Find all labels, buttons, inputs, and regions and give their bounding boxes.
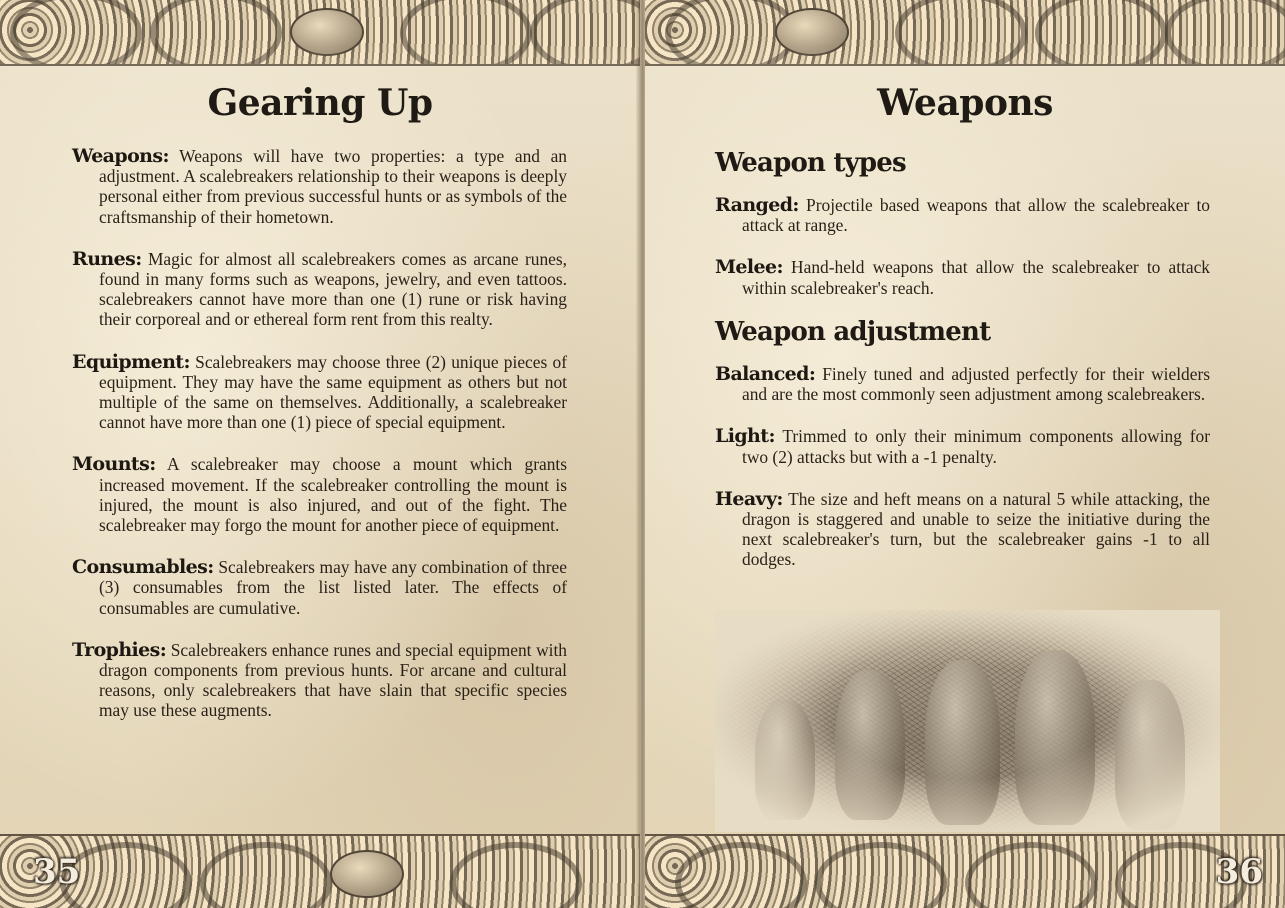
entry-light <box>715 426 1210 466</box>
swirl-ornament-icon <box>965 842 1097 908</box>
shield-ornament-icon <box>330 850 404 898</box>
section-heading-weapon-adjustment: Weapon adjustment <box>715 317 991 347</box>
page-title: Gearing Up <box>207 82 433 124</box>
weapon-adjustments-list <box>715 364 1210 592</box>
entry-text: Trimmed to only their minimum components allowing for two (2) attacks but with a -1 penalty. <box>742 426 1210 467</box>
entry-text: The size and heft means on a natural 5 while attacking, the dragon is staggered and unable to seize the initiative during the next scalebreaker's turn, but the scalebreaker gains -1 to all dodges. <box>742 488 1210 570</box>
swirl-ornament-icon <box>200 842 332 908</box>
swirl-ornament-icon <box>450 842 582 908</box>
page-number: 36 <box>1215 852 1263 892</box>
entry-term: Equipment: <box>72 350 190 373</box>
section-heading-weapon-types: Weapon types <box>715 148 906 178</box>
entry-term: Balanced: <box>715 363 816 385</box>
swirl-ornament-icon <box>815 842 947 908</box>
swirl-ornament-icon <box>1165 0 1285 66</box>
entry-text: Projectile based weapons that allow the scalebreaker to attack at range. <box>742 195 1210 236</box>
entry-term: Trophies: <box>72 638 167 661</box>
entry-term: Heavy: <box>715 487 783 510</box>
page-title: Weapons <box>877 82 1053 124</box>
entry-text: Scalebreakers may have any combination of three (3) consumables from the list listed later. The effects of consumables are cumulative. <box>99 557 567 618</box>
swirl-ornament-icon <box>675 842 807 908</box>
entry-term: Mounts: <box>72 453 156 476</box>
swirl-ornament-icon <box>400 0 532 66</box>
entry-heavy <box>715 489 1210 570</box>
entry-consumables <box>72 557 567 618</box>
entry-term: Runes: <box>72 247 142 270</box>
entry-trophies <box>72 640 567 721</box>
entry-text: Scalebreakers enhance runes and special equipment with dragon components from previous hunts. For arcane and cultural reasons, only scalebreakers that have slain that specific species may use these augments. <box>99 639 567 721</box>
entry-balanced <box>715 364 1210 404</box>
bottom-ornamental-border <box>645 834 1285 908</box>
gear-entries-list <box>72 146 567 743</box>
engraving-vignette <box>715 610 1220 832</box>
page-number: 35 <box>33 852 81 892</box>
entry-text: Magic for almost all scalebreakers comes as arcane runes, found in many forms such as weapons, jewelry, and even tattoos. scalebreakers cannot have more than one (1) rune or risk having their corporeal and or ethereal form rent from this realty. <box>99 248 567 330</box>
entry-equipment <box>72 352 567 433</box>
shield-ornament-icon <box>775 8 849 56</box>
swirl-ornament-icon <box>895 0 1027 66</box>
shield-ornament-icon <box>290 8 364 56</box>
entry-text: Finely tuned and adjusted perfectly for their wielders and are the most commonly seen adjustment among scalebreakers. <box>742 364 1210 405</box>
entry-runes <box>72 249 567 330</box>
swirl-ornament-icon <box>150 0 282 66</box>
entry-term: Melee: <box>715 256 783 279</box>
top-ornamental-border <box>645 0 1285 66</box>
entry-term: Weapons: <box>72 145 169 167</box>
entry-text: A scalebreaker may choose a mount which grants increased movement. If the scalebreaker controlling the mount is injured, the mount is also injured, and out of the fight. The scalebreaker may forgo the mount for another piece of equipment. <box>99 454 567 536</box>
entry-weapons <box>72 146 567 227</box>
entry-melee <box>715 257 1210 297</box>
top-ornamental-border <box>0 0 640 66</box>
entry-ranged <box>715 195 1210 235</box>
swirl-ornament-icon <box>530 0 640 66</box>
entry-text: Weapons will have two properties: a type and an adjustment. A scalebreakers relationship to their weapons is deeply personal either from previous successful hunts or as symbols of the craftsmanship of their hometown. <box>99 146 567 227</box>
swirl-ornament-icon <box>10 0 142 66</box>
entry-term: Light: <box>715 425 775 448</box>
entry-term: Consumables: <box>72 556 214 579</box>
right-page <box>645 0 1285 908</box>
left-page <box>0 0 640 908</box>
entry-text: Scalebreakers may choose three (2) unique pieces of equipment. They may have the same equipment as others but not multiple of the same on themselves. Additionally, a scalebreaker cannot have more than one (1) piece of special equipment. <box>99 351 567 433</box>
swirl-ornament-icon <box>1035 0 1167 66</box>
weapon-types-list <box>715 195 1210 320</box>
blacksmiths-engraving-illustration <box>715 610 1220 832</box>
bottom-ornamental-border <box>0 834 640 908</box>
entry-text: Hand-held weapons that allow the scalebreaker to attack within scalebreaker's reach. <box>742 257 1210 298</box>
entry-term: Ranged: <box>715 194 799 216</box>
entry-mounts <box>72 454 567 535</box>
